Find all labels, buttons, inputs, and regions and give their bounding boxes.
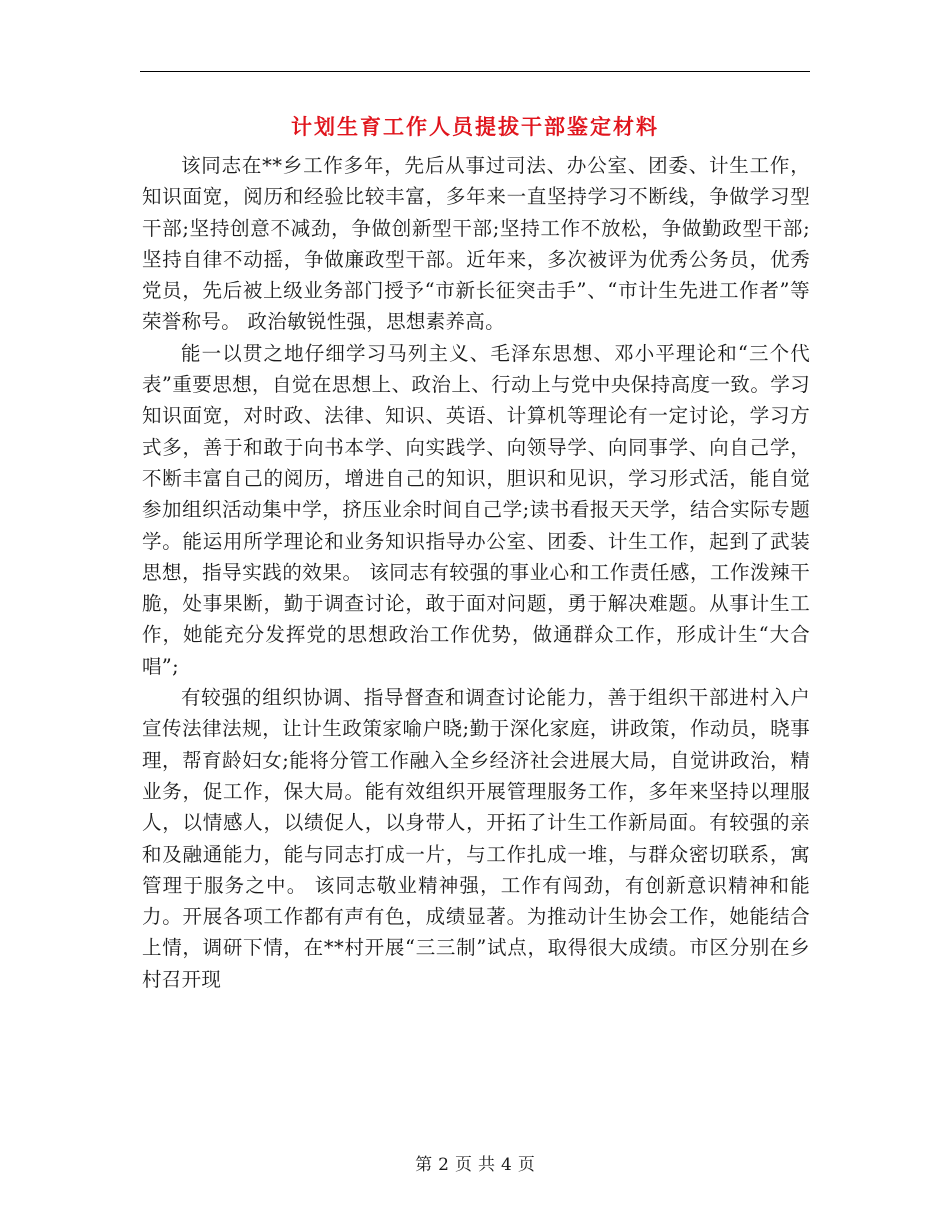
- body-paragraph-2: 能一以贯之地仔细学习马列主义、毛泽东思想、邓小平理论和“三个代表”重要思想，自觉在思想上、政治上、行动上与党中央保持高度一致。学习知识面宽，对时政、法律、知识、英语、计算机等理论有一定讨论，学习方式多，善于和敢于向书本学、向实践学、向领导学、向同事学、向自己学，不断丰富自己的阅历，增进自己的知识，胆识和见识，学习形式活，能自觉参加组织活动集中学，挤压业余时间自己学;读书看报天天学，结合实际专题学。能运用所学理论和业务知识指导办公室、团委、计生工作，起到了武装思想，指导实践的效果。 该同志有较强的事业心和工作责任感，工作泼辣干脆，处事果断，勤于调查讨论，敢于面对问题，勇于解决难题。从事计生工作，她能充分发挥党的思想政治工作优势，做通群众工作，形成计生“大合唱”;: [142, 341, 810, 678]
- page-footer: [0, 1154, 950, 1176]
- document-body: [142, 150, 810, 995]
- footer-suffix: 页: [517, 1155, 535, 1175]
- header-rule: [140, 71, 810, 72]
- footer-page-word: 页: [455, 1155, 472, 1175]
- body-paragraph-1: 该同志在**乡工作多年，先后从事过司法、办公室、团委、计生工作，知识面宽，阅历和经验比较丰富，多年来一直坚持学习不断线，争做学习型干部;坚持创意不减劲，争做创新型干部;坚持工作不放松，争做勤政型干部;坚持自律不动摇，争做廉政型干部。近年来，多次被评为优秀公务员，优秀党员，先后被上级业务部门授予“市新长征突击手”、“市计生先进工作者”等荣誉称号。 政治敏锐性强，思想素养高。: [142, 154, 810, 334]
- footer-current-page: 2: [438, 1155, 449, 1175]
- footer-prefix: 第: [415, 1155, 433, 1175]
- document-title: 计划生育工作人员提拔干部鉴定材料: [291, 115, 659, 139]
- footer-total-word: 共: [478, 1155, 495, 1175]
- footer-total-pages: 4: [501, 1155, 512, 1175]
- body-paragraph-3: 有较强的组织协调、指导督查和调查讨论能力，善于组织干部进村入户宣传法律法规，让计生政策家喻户晓;勤于深化家庭，讲政策，作动员，晓事理，帮育龄妇女;能将分管工作融入全乡经济社会进展大局，自觉讲政治，精业务，促工作，保大局。能有效组织开展管理服务工作，多年来坚持以理服人，以情感人，以绩促人，以身带人，开拓了计生工作新局面。有较强的亲和及融通能力，能与同志打成一片，与工作扎成一堆，与群众密切联系，寓管理于服务之中。 该同志敬业精神强，工作有闯劲，有创新意识精神和能力。开展各项工作都有声有色，成绩显著。为推动计生协会工作，她能结合上情，调研下情，在**村开展“三三制”试点，取得很大成绩。市区分别在乡村召开现: [142, 686, 810, 991]
